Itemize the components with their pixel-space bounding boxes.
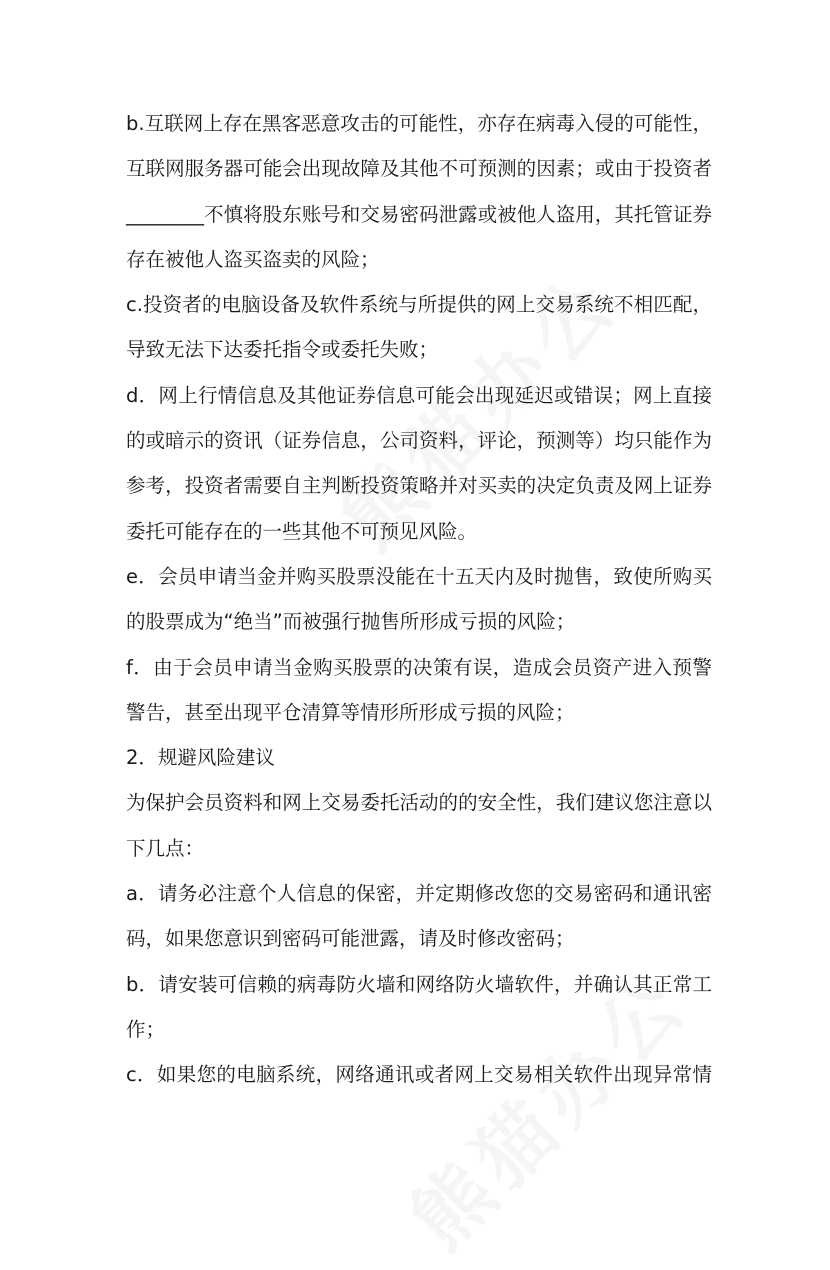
- text-line: f．由于会员申请当金购买股票的决策有误，造成会员资产进入预警: [126, 655, 712, 679]
- text-line: 为保护会员资料和网上交易委托活动的的安全性，我们建议您注意以: [126, 791, 712, 815]
- text-line: 作；: [126, 1017, 166, 1041]
- text-line: 互联网服务器可能会出现故障及其他不可预测的因素；或由于投资者: [126, 157, 712, 181]
- text-line: 码，如果您意识到密码可能泄露，请及时修改密码；: [126, 927, 575, 951]
- text-line: c．如果您的电脑系统，网络通讯或者网上交易相关软件出现异常情: [126, 1063, 712, 1087]
- text-line: 参考，投资者需要自主判断投资策略并对买卖的决定负责及网上证券: [126, 474, 712, 498]
- document-body: [126, 104, 712, 1101]
- text-line: 的或暗示的资讯（证券信息，公司资料，评论，预测等）均只能作为: [126, 429, 712, 453]
- text-line: e．会员申请当金并购买股票没能在十五天内及时抛售，致使所购买: [126, 564, 712, 588]
- text-line: b.互联网上存在黑客恶意攻击的可能性，亦存在病毒入侵的可能性，: [126, 112, 712, 135]
- text-line: c.投资者的电脑设备及软件系统与所提供的网上交易系统不相匹配，: [126, 293, 712, 317]
- text-line: b．请安装可信赖的病毒防火墙和网络防火墙软件，并确认其正常工: [126, 972, 712, 996]
- text-line: 存在被他人盗买盗卖的风险；: [126, 247, 380, 271]
- text-line: 下几点：: [126, 836, 205, 860]
- section-heading: 2．规避风险建议: [126, 746, 275, 770]
- text-line: 委托可能存在的一些其他不可预见风险。: [126, 519, 478, 543]
- text-line: ________不慎将股东账号和交易密码泄露或被他人盗用，其托管证券: [126, 202, 712, 226]
- text-line: a．请务必注意个人信息的保密，并定期修改您的交易密码和通讯密: [126, 882, 712, 906]
- text-line: 警告，甚至出现平仓清算等情形所形成亏损的风险；: [126, 700, 575, 724]
- text-line: d．网上行情信息及其他证券信息可能会出现延迟或错误；网上直接: [126, 383, 712, 407]
- text-line: 的股票成为“绝当”而被强行抛售所形成亏损的风险；: [126, 610, 576, 634]
- text-line: 导致无法下达委托指令或委托失败；: [126, 338, 439, 362]
